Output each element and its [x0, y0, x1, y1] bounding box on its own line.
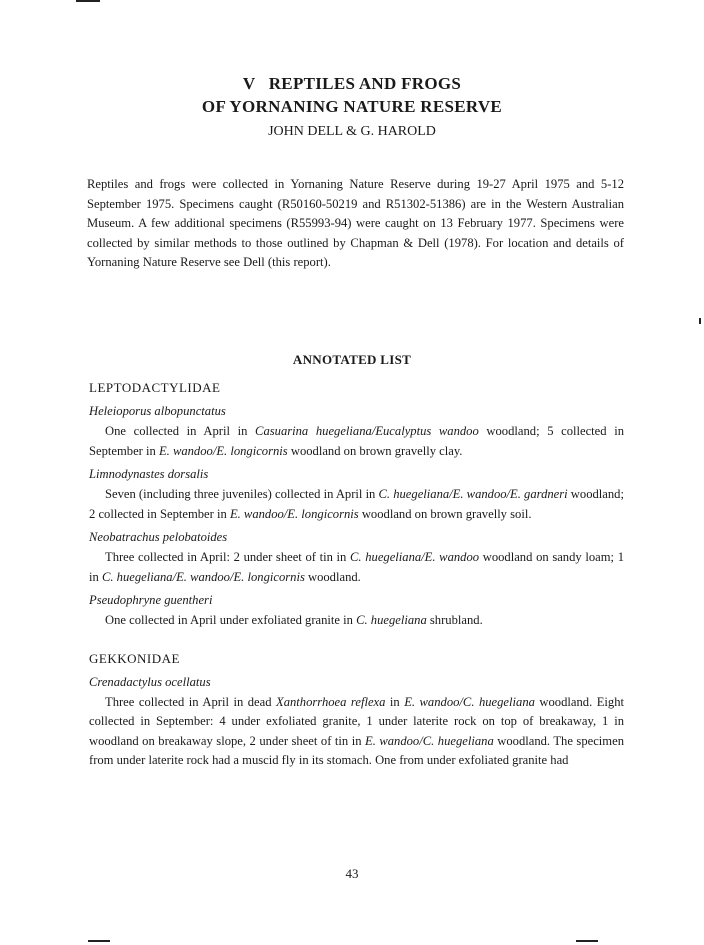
account-text: woodland on brown gravelly clay.	[287, 443, 463, 458]
species-account	[89, 693, 624, 771]
title-line-1: V REPTILES AND FROGS	[242, 74, 462, 93]
species-account	[89, 485, 624, 524]
account-text: Three collected in April in dead	[105, 694, 276, 709]
taxon-name-italic: Xanthorrhoea reflexa	[276, 694, 386, 709]
species-account	[89, 548, 624, 587]
taxon-name-italic: C. huegeliana	[356, 613, 427, 627]
scan-mark-top-left	[76, 0, 100, 2]
account-text: woodland on brown gravelly soil.	[358, 506, 532, 521]
account-text: woodland; 5 collected in September in	[89, 424, 624, 458]
account-text: woodland; 2 collected in September in	[89, 487, 624, 521]
title-block	[0, 72, 704, 142]
taxon-name-italic: C. huegeliana/E. wandoo/E. longicornis	[101, 569, 305, 584]
account-text: woodland. The specimen from under laterite rock had a muscid fly in its stomach. One from under exfoliated granite had	[89, 733, 624, 767]
account-text: Three collected in April: 2 under sheet of tin in	[105, 550, 351, 564]
taxon-name-italic: E. wandoo/E. longicornis	[229, 506, 359, 521]
taxon-name-italic: E. wandoo/C. huegeliana	[365, 733, 494, 748]
account-text: Seven (including three juveniles) collected in April in	[105, 487, 379, 501]
account-text: woodland. Eight collected in September: 4 under exfoliated granite, 1 under laterite rock on top of breakaway, 1 in woodland on breakaway slope, 2 under sheet of tin in	[89, 694, 624, 748]
taxon-name-italic: Casuarina huegeliana/Eucalyptus wandoo	[255, 424, 479, 438]
taxon-name-italic: C. huegeliana/E. wandoo/E. gardneri	[378, 487, 568, 501]
account-text: in	[385, 694, 405, 709]
species-name: Crenadactylus ocellatus	[89, 674, 211, 689]
scan-mark-right-edge	[699, 318, 701, 324]
page-number: 43	[345, 866, 359, 881]
annotated-list	[89, 378, 624, 775]
authors: JOHN DELL & G. HAROLD	[268, 124, 436, 139]
scan-mark-bottom-left	[88, 940, 110, 942]
title-line-2: OF YORNANING NATURE RESERVE	[201, 97, 503, 116]
species-name: Heleioporus albopunctatus	[89, 404, 226, 418]
section-heading: ANNOTATED LIST	[292, 352, 412, 367]
species-account	[89, 422, 624, 461]
taxon-name-italic: E. wandoo/C. huegeliana	[404, 694, 535, 709]
species-name: Pseudophryne guentheri	[89, 593, 213, 607]
species-name: Limnodynastes dorsalis	[89, 467, 209, 481]
scan-mark-bottom-right	[576, 940, 598, 942]
species-name: Neobatrachus pelobatoides	[89, 530, 228, 544]
family-heading: LEPTODACTYLIDAE	[89, 380, 221, 395]
family-heading: GEKKONIDAE	[89, 650, 180, 666]
account-text: One collected in April in	[105, 424, 256, 438]
abstract-paragraph: Reptiles and frogs were collected in Yornaning Nature Reserve during 19-27 April 1975 and 5-12 September 1975. Specimens caught (R50160-50219 and R51302-51386) are in the Western Australian Museum. A few additional specimens (R55993-94) were caught on 13 February 1977. Specimens were collected by similar methods to those outlined by Chapman & Dell (1978). For location and details of Yornaning Nature Reserve see Dell (this report).	[87, 177, 624, 269]
account-text: shrubland.	[426, 613, 483, 627]
account-text: woodland.	[304, 569, 361, 584]
family-gap	[89, 635, 624, 649]
species-account	[89, 611, 624, 631]
account-text: One collected in April under exfoliated granite in	[105, 613, 357, 627]
taxon-name-italic: C. huegeliana/E. wandoo	[350, 550, 480, 564]
taxon-name-italic: E. wandoo/E. longicornis	[158, 443, 288, 458]
account-text: woodland on sandy loam; 1 in	[89, 550, 624, 584]
